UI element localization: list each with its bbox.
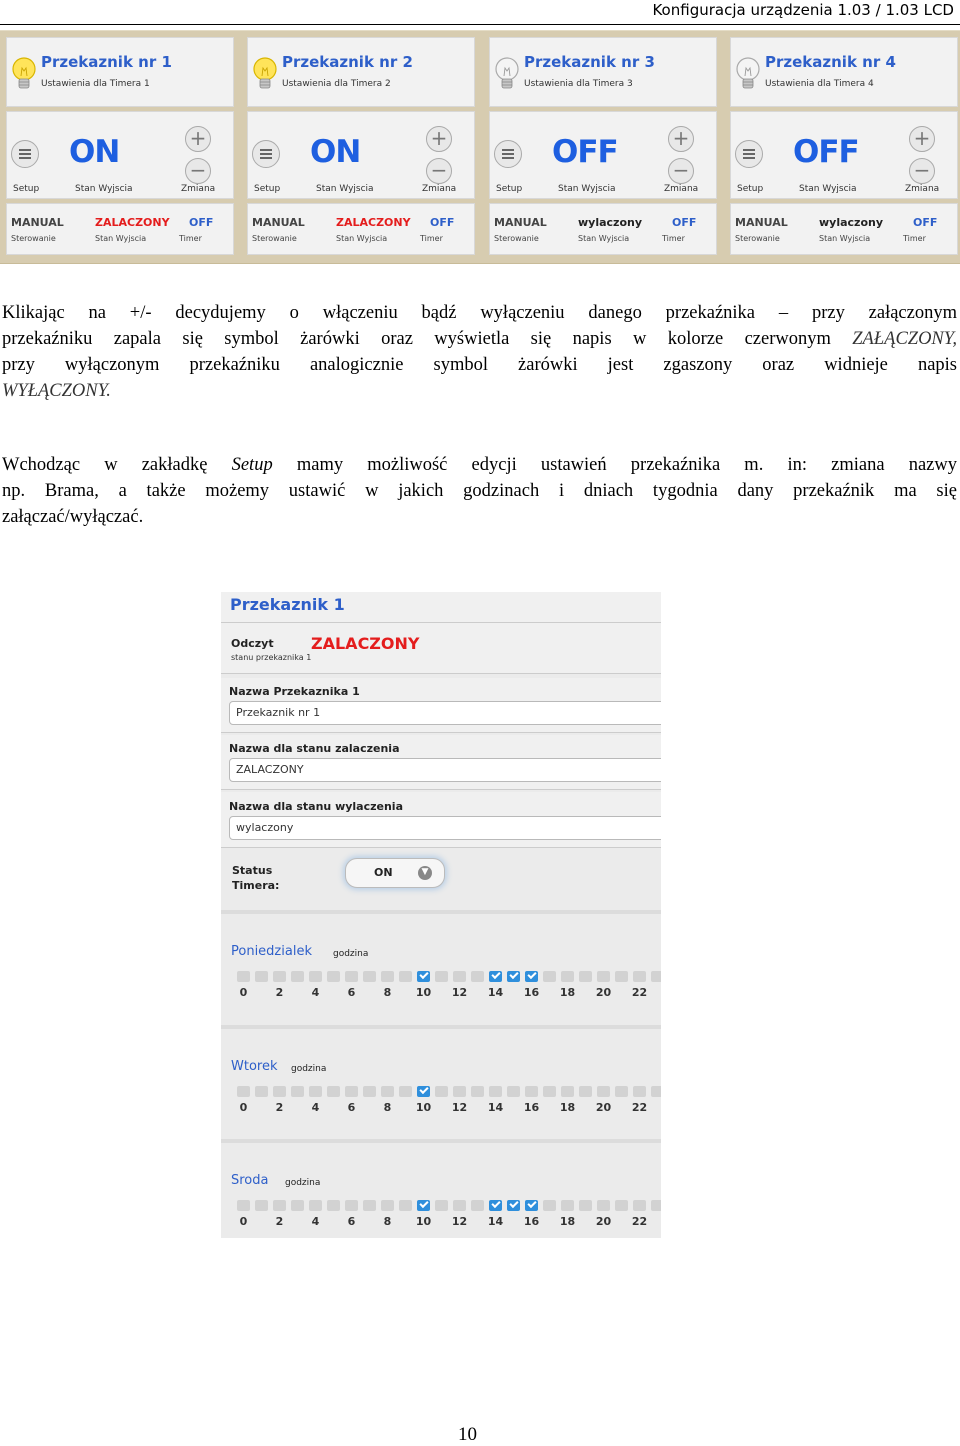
day-sub: godzina — [333, 949, 369, 959]
hour-checkbox[interactable] — [597, 1086, 610, 1097]
timer-status-label-2: Timera: — [232, 879, 280, 892]
hour-tick: 14 — [487, 986, 504, 999]
output-label: Stan Wyjscia — [799, 184, 857, 194]
hour-checkbox[interactable] — [363, 971, 376, 982]
text-run: załączać/wyłączać. — [2, 507, 144, 527]
hour-checkbox[interactable] — [381, 1200, 394, 1211]
hour-tick: 8 — [383, 1101, 392, 1114]
change-label: Zmiana — [422, 184, 457, 194]
hour-checkbox[interactable] — [453, 1200, 466, 1211]
header-title: Konfiguracja urządzenia 1.03 / 1.03 LCD — [652, 1, 954, 19]
output-status-label: Stan Wyjscia — [578, 234, 630, 243]
text-run: przekaźniku zapala się symbol żarówki oraz wyświetla się napis w kolorze czerwonym — [2, 329, 853, 349]
mode-value: MANUAL — [735, 216, 788, 229]
hour-checkbox[interactable] — [507, 1086, 520, 1097]
output-status: ZALACZONY — [95, 216, 170, 229]
hour-checkbox[interactable] — [273, 1086, 286, 1097]
timer-label: Timer — [662, 234, 685, 243]
hour-checkbox[interactable] — [525, 1200, 538, 1211]
hour-tick: 18 — [559, 1101, 576, 1114]
hour-tick: 10 — [415, 986, 432, 999]
timer-status: OFF — [189, 216, 214, 229]
hour-checkbox[interactable] — [237, 1086, 250, 1097]
hour-checkbox[interactable] — [651, 971, 661, 982]
page-number: 10 — [458, 1424, 477, 1445]
hour-checkbox[interactable] — [255, 1086, 268, 1097]
hour-checkboxes — [237, 971, 657, 983]
on-name-label: Nazwa dla stanu zalaczenia — [229, 742, 400, 755]
setup-title: Przekaznik 1 — [230, 595, 345, 614]
text-line — [2, 300, 957, 326]
menu-icon[interactable] — [252, 140, 280, 168]
text-run: WYŁĄCZONY. — [2, 381, 111, 401]
hour-checkbox[interactable] — [543, 1086, 556, 1097]
hour-checkbox[interactable] — [597, 1200, 610, 1211]
day-name: Wtorek — [231, 1059, 278, 1074]
hour-checkbox[interactable] — [633, 971, 646, 982]
hour-checkbox[interactable] — [561, 1086, 574, 1097]
hour-tick: 16 — [523, 1215, 540, 1228]
output-status-label: Stan Wyjscia — [336, 234, 388, 243]
hour-checkbox[interactable] — [633, 1086, 646, 1097]
hour-tick: 12 — [451, 986, 468, 999]
hour-tick: 12 — [451, 1101, 468, 1114]
hour-checkbox[interactable] — [417, 971, 430, 982]
hour-checkbox[interactable] — [471, 1200, 484, 1211]
text-line — [2, 326, 957, 352]
hour-checkbox[interactable] — [435, 1200, 448, 1211]
minus-icon[interactable]: − — [668, 158, 694, 184]
timer-status-value: ON — [374, 866, 393, 879]
hour-checkboxes — [237, 1200, 657, 1212]
hour-tick: 14 — [487, 1101, 504, 1114]
relay-subtitle: Ustawienia dla Timera 4 — [765, 79, 874, 89]
relay-subtitle: Ustawienia dla Timera 1 — [41, 79, 150, 89]
hour-checkbox[interactable] — [453, 971, 466, 982]
text-line — [2, 478, 957, 504]
setup-label[interactable]: Setup — [13, 184, 40, 194]
hour-checkbox[interactable] — [345, 1200, 358, 1211]
relay-header — [6, 37, 234, 107]
hour-tick: 0 — [239, 986, 248, 999]
hour-checkbox[interactable] — [543, 1200, 556, 1211]
bulb-off-icon — [494, 56, 520, 92]
hour-checkbox[interactable] — [579, 971, 592, 982]
text-line — [2, 504, 957, 530]
relay-state: OFF — [793, 134, 859, 170]
hour-checkbox[interactable] — [381, 1086, 394, 1097]
hour-checkbox[interactable] — [579, 1086, 592, 1097]
change-label: Zmiana — [664, 184, 699, 194]
hour-tick: 14 — [487, 1215, 504, 1228]
hour-checkbox[interactable] — [471, 1086, 484, 1097]
hour-checkbox[interactable] — [363, 1086, 376, 1097]
output-label: Stan Wyjscia — [558, 184, 616, 194]
read-sub: stanu przekaznika 1 — [231, 653, 312, 662]
hour-checkbox[interactable] — [579, 1200, 592, 1211]
hour-checkbox[interactable] — [489, 971, 502, 982]
hour-checkbox[interactable] — [561, 1200, 574, 1211]
read-value: ZALACZONY — [311, 634, 420, 653]
relay-card — [247, 37, 475, 257]
timer-status: OFF — [913, 216, 938, 229]
hour-checkbox[interactable] — [417, 1086, 430, 1097]
hour-tick: 6 — [347, 1101, 356, 1114]
hour-checkbox[interactable] — [237, 971, 250, 982]
hour-tick: 22 — [631, 986, 648, 999]
text-run: np. Brama, a także możemy ustawić w jakich godzinach i dniach tygodnia dany przekaźnik ma się — [2, 481, 957, 501]
minus-icon[interactable]: − — [909, 158, 935, 184]
setup-label[interactable]: Setup — [496, 184, 523, 194]
hour-checkboxes — [237, 1086, 657, 1098]
menu-icon[interactable] — [735, 140, 763, 168]
hour-checkbox[interactable] — [345, 971, 358, 982]
menu-icon[interactable] — [11, 140, 39, 168]
relay-status-bar — [6, 203, 234, 255]
mode-value: MANUAL — [494, 216, 547, 229]
relay-subtitle: Ustawienia dla Timera 3 — [524, 79, 633, 89]
relay-control — [247, 111, 475, 199]
hour-tick: 22 — [631, 1101, 648, 1114]
bulb-on-icon — [252, 56, 278, 92]
mode-label: Sterowanie — [252, 234, 297, 243]
hour-checkbox[interactable] — [633, 1200, 646, 1211]
hour-checkbox[interactable] — [543, 971, 556, 982]
relay-control — [730, 111, 958, 199]
setup-label[interactable]: Setup — [737, 184, 764, 194]
mode-label: Sterowanie — [11, 234, 56, 243]
hour-checkbox[interactable] — [309, 971, 322, 982]
hour-checkbox[interactable] — [597, 971, 610, 982]
read-band — [221, 623, 661, 674]
hour-checkbox[interactable] — [255, 1200, 268, 1211]
hour-checkbox[interactable] — [255, 971, 268, 982]
text-run: ZAŁĄCZONY, — [852, 329, 957, 349]
relay-status-bar — [730, 203, 958, 255]
timer-label: Timer — [420, 234, 443, 243]
hour-tick: 0 — [239, 1215, 248, 1228]
hour-tick: 6 — [347, 1215, 356, 1228]
hour-tick: 22 — [631, 1215, 648, 1228]
paragraph-setup — [2, 452, 957, 530]
output-status: wylaczony — [819, 216, 884, 229]
relay-header — [489, 37, 717, 107]
hour-checkbox[interactable] — [507, 971, 520, 982]
relay-header — [730, 37, 958, 107]
relay-status-bar — [489, 203, 717, 255]
mode-value: MANUAL — [11, 216, 64, 229]
hour-checkbox[interactable] — [399, 1086, 412, 1097]
hour-checkbox[interactable] — [327, 1200, 340, 1211]
timer-label: Timer — [903, 234, 926, 243]
on-name-band — [221, 735, 661, 790]
relay-subtitle: Ustawienia dla Timera 2 — [282, 79, 391, 89]
hour-tick: 2 — [275, 1215, 284, 1228]
plus-icon[interactable]: + — [185, 126, 211, 152]
relay-title: Przekaznik nr 3 — [524, 53, 655, 71]
change-label: Zmiana — [181, 184, 216, 194]
relay-state: OFF — [552, 134, 618, 170]
hour-checkbox[interactable] — [399, 1200, 412, 1211]
hour-checkbox[interactable] — [561, 971, 574, 982]
relay-control — [6, 111, 234, 199]
day-name: Sroda — [231, 1173, 269, 1188]
hour-checkbox[interactable] — [309, 1200, 322, 1211]
bulb-off-icon — [735, 56, 761, 92]
hour-checkbox[interactable] — [273, 1200, 286, 1211]
relay-title: Przekaznik nr 1 — [41, 53, 172, 71]
relay-card — [6, 37, 234, 257]
output-label: Stan Wyjscia — [316, 184, 374, 194]
mode-label: Sterowanie — [494, 234, 539, 243]
relay-title: Przekaznik nr 4 — [765, 53, 896, 71]
plus-icon[interactable]: + — [909, 126, 935, 152]
minus-icon[interactable]: − — [185, 158, 211, 184]
hour-checkbox[interactable] — [651, 1086, 661, 1097]
timer-status: OFF — [430, 216, 455, 229]
timer-label: Timer — [179, 234, 202, 243]
hour-checkbox[interactable] — [381, 971, 394, 982]
mode-label: Sterowanie — [735, 234, 780, 243]
hour-checkbox[interactable] — [273, 971, 286, 982]
text-run: Wchodząc w zakładkę — [2, 455, 232, 475]
output-status: wylaczony — [578, 216, 643, 229]
hour-tick: 12 — [451, 1215, 468, 1228]
mode-value: MANUAL — [252, 216, 305, 229]
hour-checkbox[interactable] — [291, 1200, 304, 1211]
hour-tick: 0 — [239, 1101, 248, 1114]
hour-checkbox[interactable] — [363, 1200, 376, 1211]
setup-label[interactable]: Setup — [254, 184, 281, 194]
hour-tick: 4 — [311, 1101, 320, 1114]
off-name-input[interactable]: wylaczony — [229, 816, 661, 840]
output-label: Stan Wyjscia — [75, 184, 133, 194]
hour-checkbox[interactable] — [489, 1200, 502, 1211]
hour-checkbox[interactable] — [345, 1086, 358, 1097]
output-status-label: Stan Wyjscia — [819, 234, 871, 243]
setup-title-band — [221, 592, 661, 623]
hour-tick: 16 — [523, 1101, 540, 1114]
hour-checkbox[interactable] — [615, 971, 628, 982]
hour-tick: 18 — [559, 1215, 576, 1228]
hour-checkbox[interactable] — [507, 1200, 520, 1211]
hour-tick: 4 — [311, 1215, 320, 1228]
plus-icon[interactable]: + — [426, 126, 452, 152]
relay-state: ON — [310, 134, 361, 170]
relay-card — [730, 37, 958, 257]
off-name-label: Nazwa dla stanu wylaczenia — [229, 800, 403, 813]
change-label: Zmiana — [905, 184, 940, 194]
hour-checkbox[interactable] — [237, 1200, 250, 1211]
on-name-input[interactable]: ZALACZONY — [229, 758, 661, 782]
page-header — [0, 0, 960, 25]
hour-checkbox[interactable] — [327, 971, 340, 982]
hour-checkbox[interactable] — [651, 1200, 661, 1211]
relay-card — [489, 37, 717, 257]
hour-tick: 10 — [415, 1101, 432, 1114]
hour-tick: 2 — [275, 986, 284, 999]
hour-checkbox[interactable] — [399, 971, 412, 982]
timer-status-select[interactable] — [345, 858, 445, 888]
hour-checkbox[interactable] — [291, 971, 304, 982]
minus-icon[interactable]: − — [426, 158, 452, 184]
relay-status-bar — [247, 203, 475, 255]
text-line — [2, 452, 957, 478]
hour-checkbox[interactable] — [327, 1086, 340, 1097]
day-name: Poniedzialek — [231, 944, 312, 959]
relay-state: ON — [69, 134, 120, 170]
hour-checkbox[interactable] — [453, 1086, 466, 1097]
hour-checkbox[interactable] — [525, 971, 538, 982]
hour-tick: 8 — [383, 986, 392, 999]
hour-tick: 16 — [523, 986, 540, 999]
chevron-down-icon: ▼ — [418, 866, 432, 880]
text-line — [2, 352, 957, 378]
name-label: Nazwa Przekaznika 1 — [229, 685, 360, 698]
text-run: przy wyłączonym przekaźniku analogicznie symbol żarówki jest zgaszony oraz widnieje napis — [2, 355, 957, 375]
hour-checkbox[interactable] — [435, 1086, 448, 1097]
relay-title: Przekaznik nr 2 — [282, 53, 413, 71]
hour-tick: 4 — [311, 986, 320, 999]
timer-status-label: Status — [232, 864, 273, 877]
output-status: ZALACZONY — [336, 216, 411, 229]
hour-tick: 20 — [595, 986, 612, 999]
hour-checkbox[interactable] — [525, 1086, 538, 1097]
day-sub: godzina — [285, 1178, 321, 1188]
name-input[interactable]: Przekaznik nr 1 — [229, 701, 661, 725]
paragraph-relay-toggle — [2, 300, 957, 404]
read-label: Odczyt — [231, 637, 274, 650]
hour-checkbox[interactable] — [309, 1086, 322, 1097]
hour-tick: 8 — [383, 1215, 392, 1228]
hour-checkbox[interactable] — [615, 1086, 628, 1097]
hour-checkbox[interactable] — [417, 1200, 430, 1211]
relay-control — [489, 111, 717, 199]
hour-tick: 20 — [595, 1215, 612, 1228]
hour-checkbox[interactable] — [435, 971, 448, 982]
hour-checkbox[interactable] — [471, 971, 484, 982]
hour-checkbox[interactable] — [615, 1200, 628, 1211]
hour-tick: 2 — [275, 1101, 284, 1114]
off-name-band — [221, 792, 661, 848]
hour-tick: 18 — [559, 986, 576, 999]
output-status-label: Stan Wyjscia — [95, 234, 147, 243]
name-band — [221, 678, 661, 733]
timer-status: OFF — [672, 216, 697, 229]
text-run: Klikając na +/- decydujemy o włączeniu bądź wyłączeniu danego przekaźnika – przy załączonym — [2, 303, 957, 323]
text-run: Setup — [231, 455, 273, 475]
relay-header — [247, 37, 475, 107]
hour-checkbox[interactable] — [291, 1086, 304, 1097]
setup-panel-screenshot — [221, 592, 661, 1238]
text-line — [2, 378, 957, 404]
menu-icon[interactable] — [494, 140, 522, 168]
bulb-on-icon — [11, 56, 37, 92]
day-sub: godzina — [291, 1064, 327, 1074]
hour-checkbox[interactable] — [489, 1086, 502, 1097]
relay-dashboard-screenshot — [0, 30, 960, 264]
hour-tick: 10 — [415, 1215, 432, 1228]
plus-icon[interactable]: + — [668, 126, 694, 152]
hour-tick: 20 — [595, 1101, 612, 1114]
hour-tick: 6 — [347, 986, 356, 999]
text-run: mamy możliwość edycji ustawień przekaźnika m. in: zmiana nazwy — [272, 455, 957, 475]
